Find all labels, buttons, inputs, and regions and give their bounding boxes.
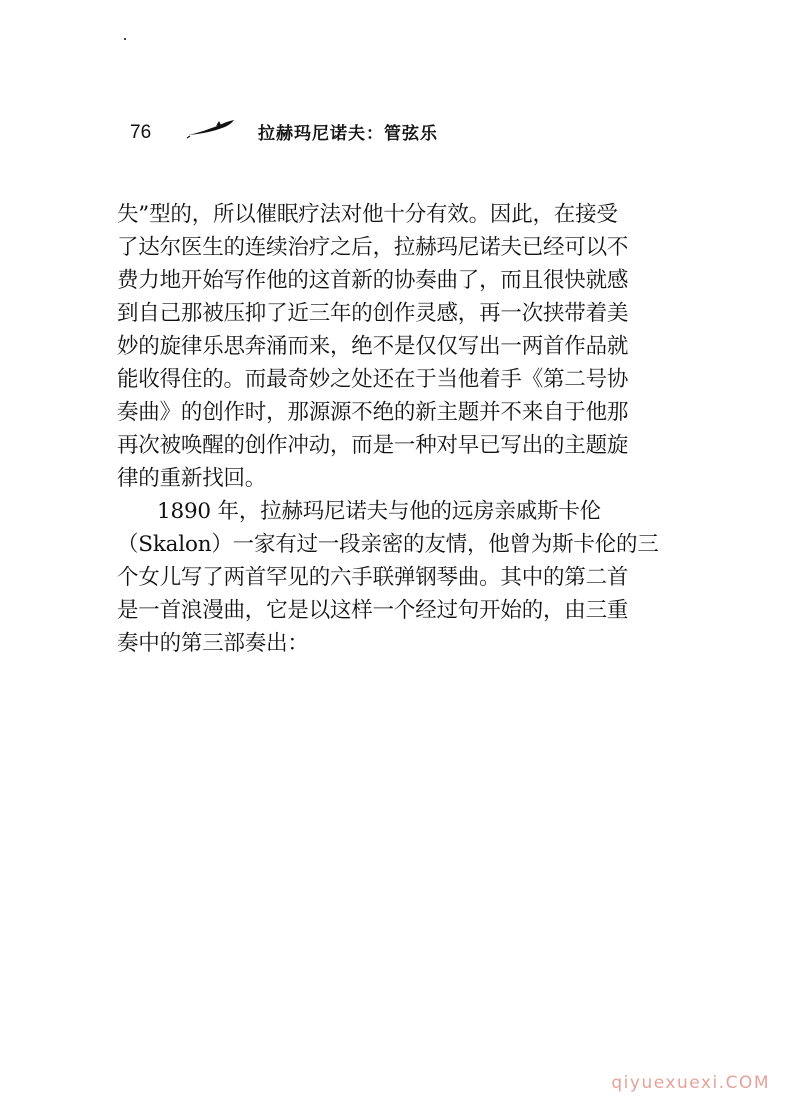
running-title: 拉赫玛尼诺夫：管弦乐 xyxy=(258,124,438,144)
text-line: 个女儿写了两首罕见的六手联弹钢琴曲。其中的第二首 xyxy=(117,565,629,590)
text-line: 是一首浪漫曲，它是以这样一个经过句开始的，由三重 xyxy=(117,598,629,623)
text-line: 到自己那被压抑了近三年的创作灵感，再一次挟带着美 xyxy=(117,301,629,326)
text-line: 了达尔医生的连续治疗之后，拉赫玛尼诺夫已经可以不 xyxy=(117,235,629,260)
body-text xyxy=(117,198,689,660)
text-line: 律的重新找回。 xyxy=(117,466,267,491)
page-number: 76 xyxy=(130,122,152,143)
text-line: 失”型的，所以催眠疗法对他十分有效。因此，在接受 xyxy=(117,202,618,227)
text-line: 奏曲》的创作时，那源源不绝的新主题并不来自于他那 xyxy=(117,400,629,425)
text-line: （Skalon）一家有过一段亲密的友情，他曾为斯卡伦的三 xyxy=(117,532,659,557)
text-line: 再次被唤醒的创作冲动，而是一种对早已写出的主题旋 xyxy=(117,433,629,458)
text-line: 能收得住的。而最奇妙之处还在于当他着手《第二号协 xyxy=(117,367,629,392)
site-watermark: qiyuexuexi.COM xyxy=(611,1073,770,1093)
quill-pen-icon xyxy=(186,118,236,140)
scan-mark xyxy=(124,38,126,40)
text-line-paragraph-start: 1890 年，拉赫玛尼诺夫与他的远房亲戚斯卡伦 xyxy=(157,499,601,524)
text-line: 妙的旋律乐思奔涌而来，绝不是仅仅写出一两首作品就 xyxy=(117,334,629,359)
text-line: 费力地开始写作他的这首新的协奏曲了，而且很快就感 xyxy=(117,268,629,293)
text-line: 奏中的第三部奏出： xyxy=(117,631,309,656)
